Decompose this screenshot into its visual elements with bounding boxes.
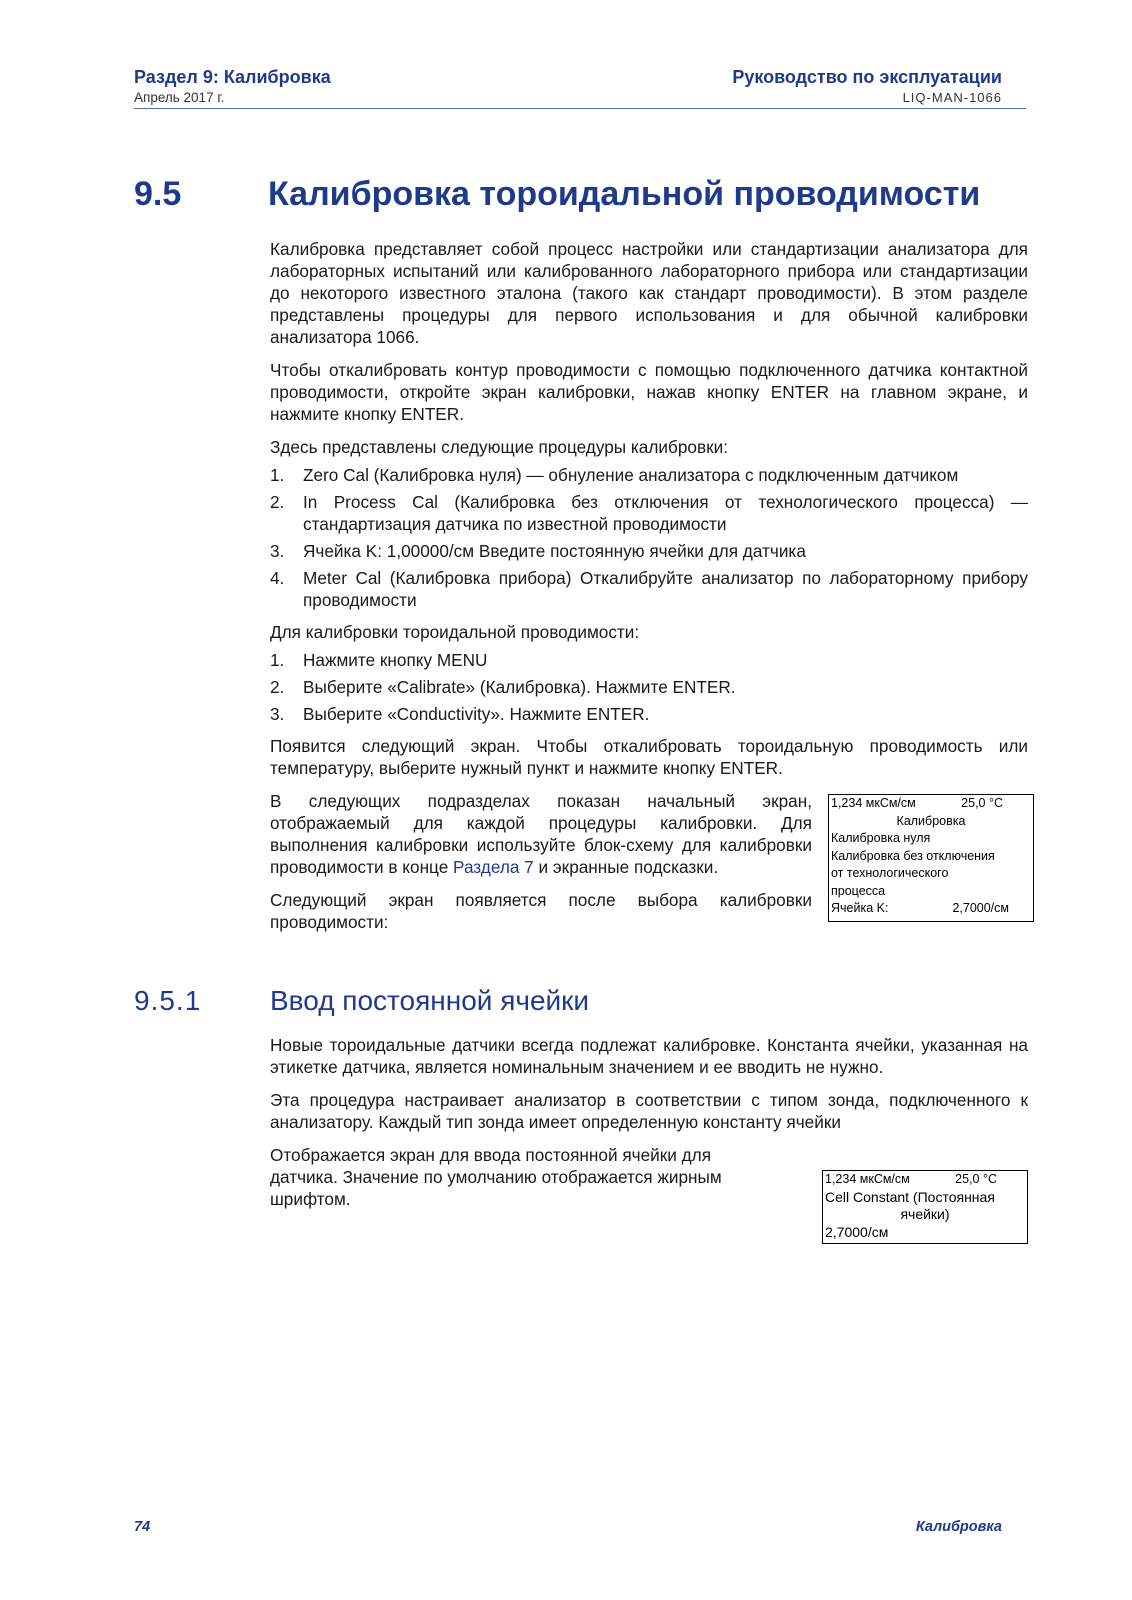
section-number: 9.5 [134,175,182,213]
header-date: Апрель 2017 г. [134,90,225,105]
list-item: 4. Meter Cal (Калибровка прибора) Откалибруйте анализатор по лабораторному прибору проводимости [270,568,1028,610]
list-item: 1. Нажмите кнопку MENU [270,650,488,670]
header-doc-number: LIQ-MAN-1066 [902,90,1002,105]
after-select-paragraph: Следующий экран появляется после выбора калибровки проводимости: [270,890,812,932]
intro-paragraph-2: Чтобы откалибровать контур проводимости с помощью подключенного датчика контактной проводимости, откройте экран калибровки, нажав кнопку ENTER на главном экране, и нажмите кнопку ENTER. [270,360,1028,424]
header-manual-title: Руководство по эксплуатации [732,67,1002,87]
subsection-paragraph-1: Новые тороидальные датчики всегда подлежат калибровке. Константа ячейки, указанная на этикетке датчика, является номинальным значением и ее вводить не нужно. [270,1035,1028,1077]
footer-chapter: Калибровка [915,1519,1002,1535]
list-item: 3. Выберите «Conductivity». Нажмите ENTER. [270,704,650,724]
subsections-paragraph: В следующих подразделах показан начальный экран, отображаемый для каждой процедуры калибровки. Для выполнения калибровки используйте блок-схему для калибровки проводимости в конце Раздела 7 и экранные подсказки. [270,791,812,877]
subsection-title: Ввод постоянной ячейки [270,985,590,1016]
header-section-title: Раздел 9: Калибровка [134,67,331,87]
section-title: Калибровка тороидальной проводимости [268,175,981,213]
subsection-paragraph-3: Отображается экран для ввода постоянной ячейки для датчика. Значение по умолчанию отображается жирным шрифтом. [270,1145,722,1209]
cell-constant-display-screen: 1,234 мкСм/см 25,0 °C Cell Constant (Постоянная ячейки) 2,7000/см [822,1170,1028,1244]
procedures-lead: Здесь представлены следующие процедуры калибровки: [270,437,728,457]
screen-title: Калибровка [896,813,966,828]
calibration-display-screen: 1,234 мкСм/см 25,0 °C Калибровка Калибровка нуля Калибровка без отключения от технологического процесса Ячейка K: 2,7000/см [828,794,1034,922]
screen-menu-item[interactable]: Ячейка K: 2,7000/см [831,901,1009,915]
screen-menu-item[interactable]: Калибровка без отключения [831,848,995,863]
list-item: 3. Ячейка K: 1,00000/см Введите постоянную ячейки для датчика [270,541,806,561]
header-divider [134,108,1026,109]
list-item: 1. Zero Cal (Калибровка нуля) — обнуление анализатора с подключенным датчиком [270,465,959,485]
subsection-number: 9.5.1 [134,985,202,1016]
list-item: 2. Выберите «Calibrate» (Калибровка). Нажмите ENTER. [270,677,736,697]
intro-paragraph-1: Калибровка представляет собой процесс настройки или стандартизации анализатора для лабораторных испытаний или калиброванного лабораторного прибора или стандартизации до некоторого известного эталона (такого как стандарт проводимости). В этом разделе представлены процедуры для первого использования и для обычной калибровки анализатора 1066. [270,239,1028,347]
screen-title: Cell Constant (Постоянная [825,1188,995,1205]
section-7-link[interactable]: Раздела 7 [453,857,534,877]
subsection-paragraph-2: Эта процедура настраивает анализатор в соответствии с типом зонда, подключенного к анализатору. Каждый тип зонда имеет определенную константу ячейки [270,1090,1028,1132]
procedures-list [270,464,1028,611]
screen-note: Появится следующий экран. Чтобы откалибровать тороидальную проводимость или температуру, выберите нужный пункт и нажмите кнопку ENTER. [270,736,1028,778]
steps-list [270,649,1028,725]
screen-menu-item[interactable]: Калибровка нуля [831,831,931,845]
steps-lead: Для калибровки тороидальной проводимости: [270,622,640,642]
list-item: 2. In Process Cal (Калибровка без отключения от технологического процесса) — стандартизация датчика по известной проводимости [270,492,1028,534]
cell-constant-value[interactable]: 2,7000/см [825,1223,889,1240]
page-number: 74 [134,1519,151,1535]
